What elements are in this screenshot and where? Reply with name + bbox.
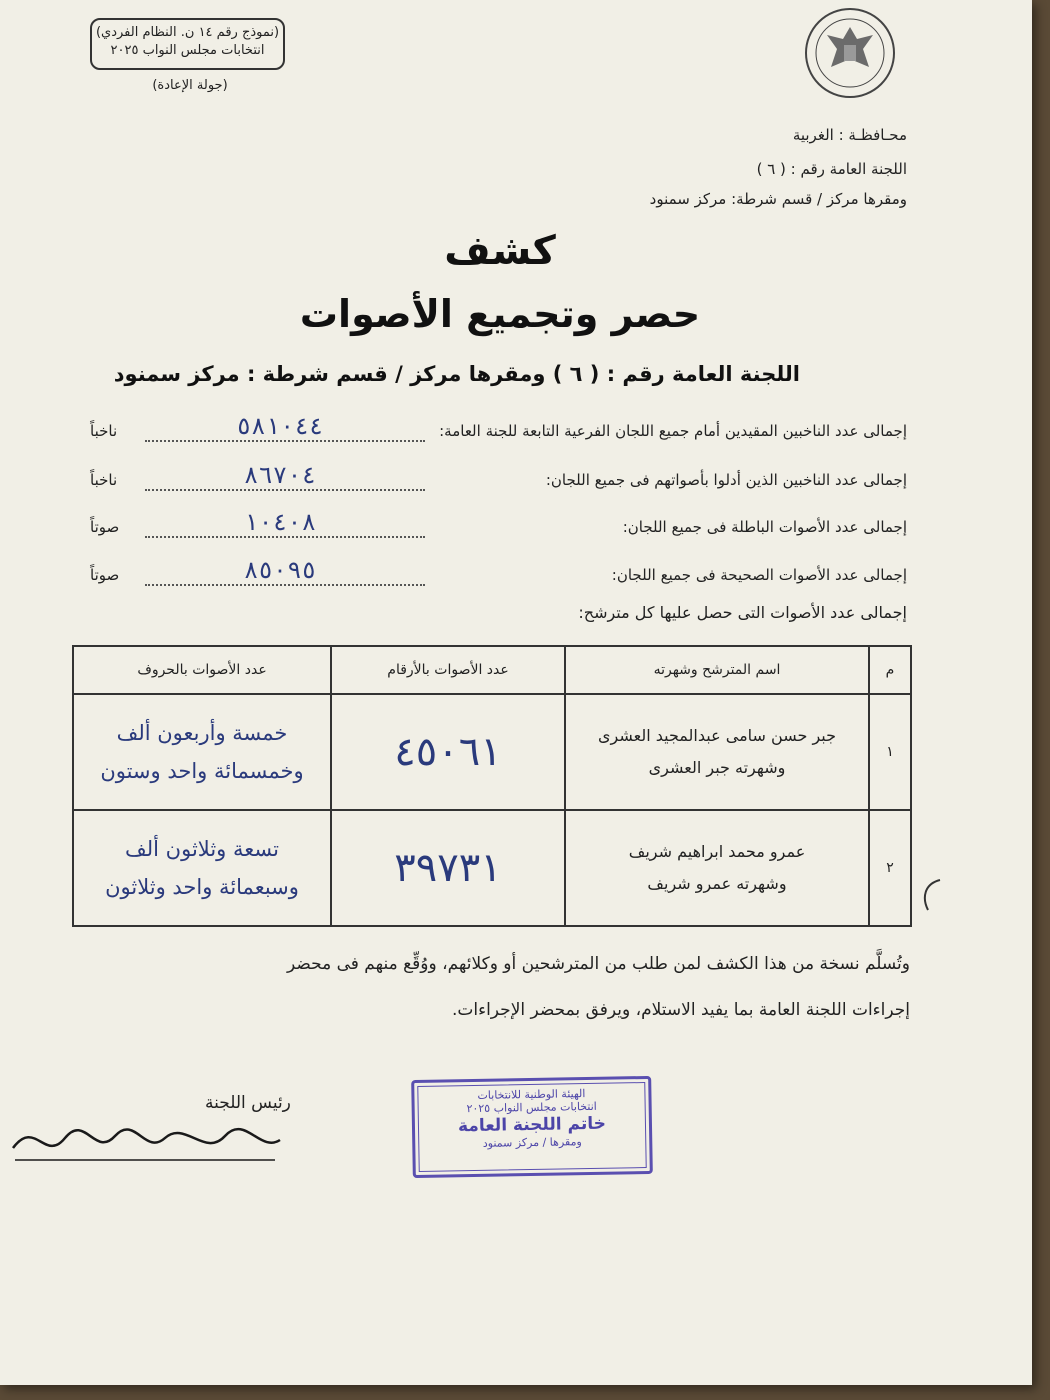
votes-digits: ٤٥٠٦١	[331, 694, 565, 810]
votes-digits: ٣٩٧٣١	[331, 810, 565, 926]
total-unit: ناخباً	[90, 422, 118, 440]
total-unit: ناخباً	[90, 471, 118, 489]
column-header: عدد الأصوات بالحروف	[73, 646, 331, 694]
total-valid-row	[90, 558, 907, 592]
table-row	[73, 694, 911, 810]
total-unit: صوتاً	[90, 518, 120, 536]
total-value: ٥٨١٠٤٤	[236, 412, 324, 440]
votes-table	[72, 645, 912, 927]
seat-line: ومقرها مركز / قسم شرطة: مركز سمنود	[649, 190, 907, 208]
candidate-name-cell	[565, 694, 869, 810]
handwritten-mark-icon	[918, 876, 948, 916]
votes-words-line: خمسة وأربعون ألف	[116, 721, 288, 745]
candidate-nickname: وشهرته عمرو شريف	[647, 874, 787, 893]
total-registered-row	[90, 414, 907, 448]
votes-words-line: وخمسمائة واحد وستون	[100, 759, 304, 783]
handwritten-signature	[5, 1108, 285, 1178]
total-unit: صوتاً	[90, 566, 120, 584]
column-header: عدد الأصوات بالأرقام	[331, 646, 565, 694]
document-title: كشف	[444, 228, 556, 274]
stamp-title: خاتم اللجنة العامة	[457, 1113, 607, 1137]
row-number: ١	[869, 694, 911, 810]
total-label: إجمالى عدد الأصوات الصحيحة فى جميع اللجان:	[611, 566, 907, 584]
total-label: إجمالى عدد الناخبين المقيدين أمام جميع اللجان الفرعية التابعة للجنة العامة:	[439, 422, 907, 440]
committee-line: اللجنة العامة رقم : ( ٦ )	[756, 160, 907, 178]
row-number: ٢	[869, 810, 911, 926]
candidate-nickname: وشهرته جبر العشرى	[648, 758, 786, 777]
total-voted-row	[90, 463, 907, 497]
total-label: إجمالى عدد الناخبين الذين أدلوا بأصواتهم فى جميع اللجان:	[545, 471, 907, 489]
form-number-label: (نموذج رقم ١٤ ن. النظام الفردي)	[95, 25, 280, 40]
votes-words-line: تسعة وثلاثون ألف	[125, 837, 279, 861]
votes-words-cell	[73, 810, 331, 926]
stamp-line: ومقرها / مركز سمنود	[482, 1135, 582, 1150]
committee-head-title: رئيس اللجنة	[205, 1093, 291, 1113]
candidate-name: عمرو محمد ابراهيم شريف	[628, 842, 806, 861]
candidates-title: إجمالى عدد الأصوات التى حصل عليها كل مترشح:	[578, 603, 907, 622]
votes-words-cell	[73, 694, 331, 810]
column-header: اسم المترشح وشهرته	[565, 646, 869, 694]
total-value: ٨٦٧٠٤	[243, 461, 317, 489]
election-authority-logo	[795, 5, 905, 105]
committee-heading: اللجنة العامة رقم : ( ٦ ) ومقرها مركز / قسم شرطة : مركز سمنود	[113, 362, 800, 386]
document-subtitle: حصر وتجميع الأصوات	[299, 292, 701, 336]
form-number-box	[90, 18, 285, 70]
total-value: ١٠٤٠٨	[243, 508, 317, 536]
official-stamp	[411, 1076, 653, 1178]
stamp-line: انتخابات مجلس النواب ٢٠٢٥	[466, 1099, 597, 1116]
candidate-name-cell	[565, 810, 869, 926]
column-header: م	[869, 646, 911, 694]
votes-words-line: وسبعمائة واحد وثلاثون	[105, 875, 299, 899]
footer-line: إجراءات اللجنة العامة بما يفيد الاستلام، ويرفق بمحضر الإجراءات.	[451, 1000, 910, 1020]
table-row	[73, 810, 911, 926]
candidate-name: جبر حسن سامى عبدالمجيد العشرى	[598, 726, 836, 745]
total-value: ٨٥٠٩٥	[243, 556, 317, 584]
table-header-row	[73, 646, 911, 694]
total-label: إجمالى عدد الأصوات الباطلة فى جميع اللجان:	[622, 518, 907, 536]
election-name-label: انتخابات مجلس النواب ٢٠٢٥	[110, 43, 265, 58]
footer-line: وتُسلَّم نسخة من هذا الكشف لمن طلب من المترشحين أو وكلائهم، ووُقِّع منهم فى محضر	[287, 954, 910, 974]
total-invalid-row	[90, 510, 907, 544]
governorate-line: محـافظـة : الغربية	[792, 126, 907, 144]
stamp-line: الهيئة الوطنية للانتخابات	[477, 1087, 586, 1102]
round-label: (جولة الإعادة)	[152, 78, 228, 93]
